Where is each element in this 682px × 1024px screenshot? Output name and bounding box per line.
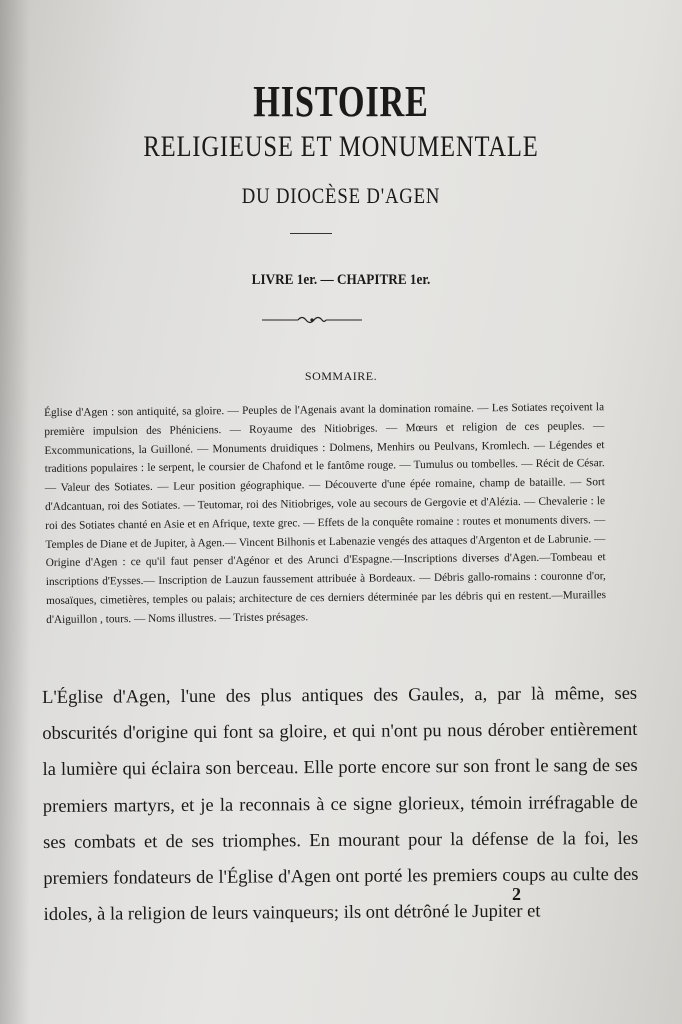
summary-text: Église d'Agen : son antiquité, sa gloire. — Peuples de l'Agenais avant la domination romaine. — Les Sotiates reçoivent la première impulsion des Phéniciens. — Royaume des Nitiobriges. — Mœurs et religion de ces peuples. — Excommunications, la Guilloné. — Monuments druidiques : Dolmens, Menhirs ou Peulvans, Kromlech. — Légendes et traditions populaires : le serpent, le coursier de Chafond et le fantôme rouge. — Tumulus ou tombelles. — Récit de César. — Valeur des Sotiates. — Leur position géographique. — Découverte d'une épée romaine, champ de bataille. — Sort d'Adcantuan, roi des Sotiates. — Teutomar, roi des Nitiobriges, vole au secours de Gergovie et d'Alézia. — Chevalerie : le roi des Sotiates chanté en Asie et en Afrique, texte grec. — Effets de la conquête romaine : routes et monuments divers. — Temples de Diane et de Jupiter, à Agen.— Vincent Bilhonis et Labenazie vengés des attaques d'Argenton et de Labrunie. — Origine d'Agen : ce qu'il faut penser d'Agénor et des Arunci d'Espagne.—Inscriptions diverses d'Agen.—Tombeau et inscriptions d'Eysses.— Inscription de Lauzun faussement attribuée à Bordeaux. — Débris gallo-romains : couronne d'or, mosaïques, cimetières, temples ou palais; architecture de ces derniers déterminée par les débris qui en restent.—Murailles d'Aiguillon , tours. — Noms illustres. — Tristes présages. bbox=[44, 401, 607, 626]
title-line-1: HISTOIRE bbox=[253, 77, 429, 126]
title-line-2: RELIGIEUSE ET MONUMENTALE bbox=[143, 130, 539, 163]
body-paragraph: L'Église d'Agen, l'une des plus antiques des Gaules, a, par là même, ses obscurités d'origine qui font sa gloire, et qui n'ont pu nous dérober entièrement la lumière qui éclaira son berceau. Elle porte encore sur son front le sang de ses premiers martyrs, et je la reconnais à ce signe glorieux, témoin irréfragable de ses combats et de ses triomphes. En mourant pour la défense de la foi, les premiers fondateurs de l'Église d'Agen ont porté les premiers coups au culte des idoles, à la religion de leurs vainqueurs; ils ont détrôné le Jupiter et bbox=[42, 683, 639, 926]
ornament-divider bbox=[262, 313, 362, 327]
main-text bbox=[42, 676, 639, 934]
page-number: 2 bbox=[512, 884, 521, 904]
summary-heading: SOMMAIRE. bbox=[304, 369, 378, 383]
title-divider bbox=[290, 233, 332, 234]
title-line-3: DU DIOCÈSE D'AGEN bbox=[241, 183, 441, 208]
summary-paragraph bbox=[44, 398, 606, 629]
page-gutter-shadow bbox=[0, 0, 30, 1024]
chapter-heading: LIVRE 1er. — CHAPITRE 1er. bbox=[251, 272, 431, 288]
